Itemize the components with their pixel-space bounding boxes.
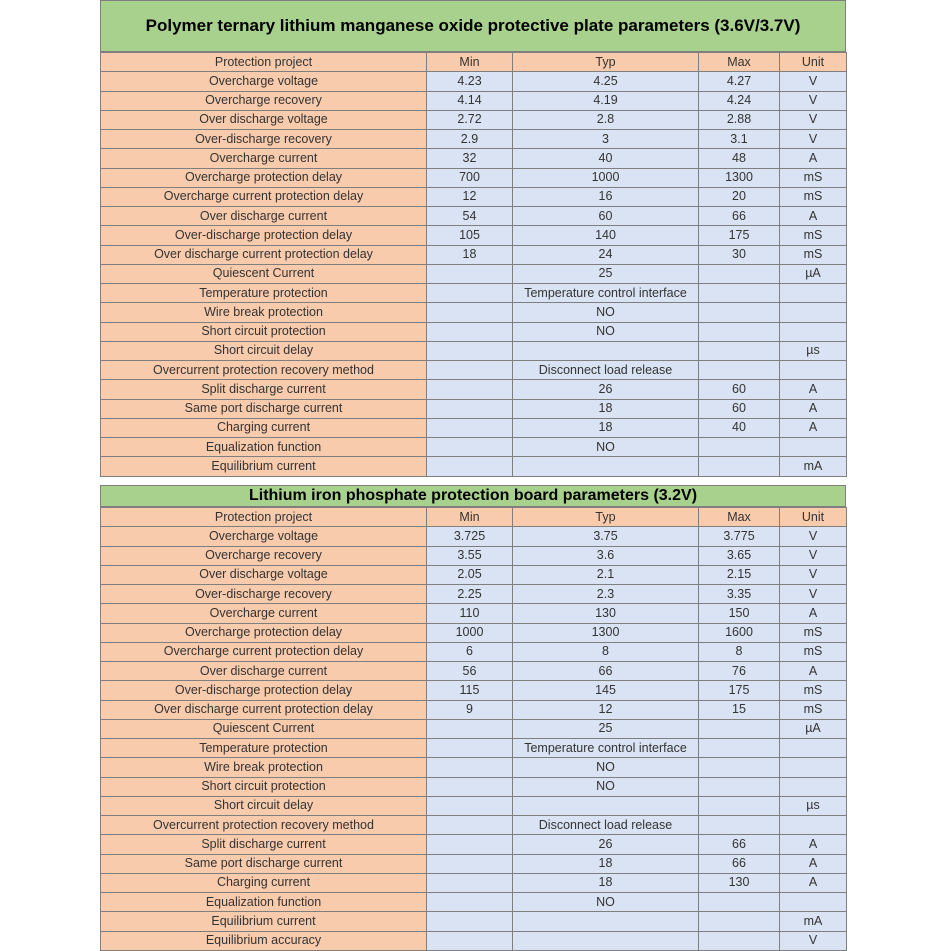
min-cell: 2.05 <box>427 565 513 584</box>
unit-cell <box>780 893 847 912</box>
typ-cell: Temperature control interface <box>513 284 699 303</box>
parameter-name-cell: Overcharge voltage <box>101 527 427 546</box>
min-cell <box>427 931 513 950</box>
column-header-unit: Unit <box>780 53 847 72</box>
max-cell: 175 <box>699 681 780 700</box>
unit-cell <box>780 816 847 835</box>
unit-cell: mS <box>780 187 847 206</box>
parameter-name-cell: Charging current <box>101 418 427 437</box>
max-cell: 66 <box>699 854 780 873</box>
parameter-name-cell: Equilibrium current <box>101 912 427 931</box>
table-row <box>101 777 847 796</box>
min-cell: 56 <box>427 662 513 681</box>
typ-cell: 26 <box>513 380 699 399</box>
unit-cell: mS <box>780 623 847 642</box>
table-row <box>101 758 847 777</box>
min-cell <box>427 816 513 835</box>
max-cell <box>699 264 780 283</box>
max-cell: 175 <box>699 226 780 245</box>
typ-cell: Temperature control interface <box>513 739 699 758</box>
min-cell: 4.23 <box>427 72 513 91</box>
unit-cell: mS <box>780 168 847 187</box>
parameter-name-cell: Overcurrent protection recovery method <box>101 816 427 835</box>
table-row <box>101 322 847 341</box>
column-header-parameter-name: Protection project <box>101 53 427 72</box>
max-cell: 150 <box>699 604 780 623</box>
min-cell <box>427 758 513 777</box>
unit-cell: A <box>780 873 847 892</box>
header-row <box>101 53 847 72</box>
typ-cell: 2.8 <box>513 110 699 129</box>
min-cell <box>427 303 513 322</box>
typ-cell: NO <box>513 438 699 457</box>
parameter-name-cell: Over discharge voltage <box>101 565 427 584</box>
parameter-name-cell: Over discharge current <box>101 662 427 681</box>
unit-cell: mA <box>780 457 847 476</box>
max-cell: 66 <box>699 207 780 226</box>
min-cell <box>427 438 513 457</box>
table-row <box>101 585 847 604</box>
parameter-name-cell: Charging current <box>101 873 427 892</box>
typ-cell: 3 <box>513 130 699 149</box>
max-cell: 15 <box>699 700 780 719</box>
typ-cell: 40 <box>513 149 699 168</box>
parameter-name-cell: Overcharge current protection delay <box>101 187 427 206</box>
max-cell: 1300 <box>699 168 780 187</box>
unit-cell <box>780 322 847 341</box>
typ-cell <box>513 796 699 815</box>
min-cell <box>427 380 513 399</box>
table-row <box>101 835 847 854</box>
min-cell: 105 <box>427 226 513 245</box>
typ-cell: 12 <box>513 700 699 719</box>
typ-cell <box>513 341 699 360</box>
table-row <box>101 341 847 360</box>
parameter-grid <box>100 507 847 951</box>
table-row <box>101 604 847 623</box>
table-row <box>101 623 847 642</box>
max-cell <box>699 322 780 341</box>
unit-cell: mA <box>780 912 847 931</box>
max-cell: 3.35 <box>699 585 780 604</box>
parameter-name-cell: Wire break protection <box>101 303 427 322</box>
parameter-name-cell: Over-discharge recovery <box>101 585 427 604</box>
max-cell: 2.15 <box>699 565 780 584</box>
min-cell: 115 <box>427 681 513 700</box>
min-cell: 18 <box>427 245 513 264</box>
unit-cell: A <box>780 207 847 226</box>
parameter-name-cell: Same port discharge current <box>101 854 427 873</box>
table-row <box>101 816 847 835</box>
parameter-name-cell: Short circuit protection <box>101 777 427 796</box>
unit-cell: µs <box>780 341 847 360</box>
typ-cell: NO <box>513 322 699 341</box>
typ-cell: NO <box>513 303 699 322</box>
max-cell: 60 <box>699 380 780 399</box>
typ-cell: 60 <box>513 207 699 226</box>
typ-cell: 4.25 <box>513 72 699 91</box>
table-row <box>101 207 847 226</box>
typ-cell: NO <box>513 758 699 777</box>
max-cell <box>699 719 780 738</box>
table-row <box>101 361 847 380</box>
unit-cell: mS <box>780 681 847 700</box>
column-header-min: Min <box>427 508 513 527</box>
parameter-name-cell: Over discharge current protection delay <box>101 245 427 264</box>
min-cell <box>427 739 513 758</box>
max-cell: 3.65 <box>699 546 780 565</box>
table-row <box>101 527 847 546</box>
table-row <box>101 303 847 322</box>
min-cell: 32 <box>427 149 513 168</box>
unit-cell: µA <box>780 264 847 283</box>
min-cell <box>427 873 513 892</box>
typ-cell: 66 <box>513 662 699 681</box>
unit-cell: mS <box>780 245 847 264</box>
typ-cell: 8 <box>513 642 699 661</box>
min-cell <box>427 893 513 912</box>
unit-cell: µA <box>780 719 847 738</box>
unit-cell <box>780 361 847 380</box>
min-cell: 12 <box>427 187 513 206</box>
table-row <box>101 681 847 700</box>
unit-cell: A <box>780 662 847 681</box>
max-cell: 4.24 <box>699 91 780 110</box>
column-header-max: Max <box>699 508 780 527</box>
table-row <box>101 399 847 418</box>
parameter-name-cell: Overcharge protection delay <box>101 623 427 642</box>
typ-cell: 18 <box>513 399 699 418</box>
min-cell: 1000 <box>427 623 513 642</box>
min-cell: 4.14 <box>427 91 513 110</box>
unit-cell: V <box>780 585 847 604</box>
table-row <box>101 873 847 892</box>
min-cell <box>427 796 513 815</box>
min-cell <box>427 284 513 303</box>
parameter-name-cell: Short circuit delay <box>101 796 427 815</box>
min-cell: 6 <box>427 642 513 661</box>
typ-cell: 18 <box>513 873 699 892</box>
typ-cell: 2.1 <box>513 565 699 584</box>
table-row <box>101 110 847 129</box>
min-cell <box>427 835 513 854</box>
parameter-name-cell: Over-discharge protection delay <box>101 226 427 245</box>
min-cell: 54 <box>427 207 513 226</box>
unit-cell: V <box>780 931 847 950</box>
min-cell: 3.55 <box>427 546 513 565</box>
typ-cell <box>513 931 699 950</box>
max-cell: 48 <box>699 149 780 168</box>
table-row <box>101 187 847 206</box>
unit-cell: mS <box>780 642 847 661</box>
min-cell <box>427 457 513 476</box>
unit-cell <box>780 777 847 796</box>
table-row <box>101 438 847 457</box>
column-header-unit: Unit <box>780 508 847 527</box>
max-cell: 20 <box>699 187 780 206</box>
parameter-name-cell: Temperature protection <box>101 284 427 303</box>
table-row <box>101 284 847 303</box>
typ-cell: 25 <box>513 719 699 738</box>
unit-cell <box>780 758 847 777</box>
parameter-name-cell: Equalization function <box>101 893 427 912</box>
max-cell: 130 <box>699 873 780 892</box>
table-row <box>101 796 847 815</box>
min-cell: 2.9 <box>427 130 513 149</box>
column-header-parameter-name: Protection project <box>101 508 427 527</box>
typ-cell: 25 <box>513 264 699 283</box>
parameter-name-cell: Over-discharge recovery <box>101 130 427 149</box>
min-cell <box>427 264 513 283</box>
typ-cell: 130 <box>513 604 699 623</box>
min-cell: 110 <box>427 604 513 623</box>
unit-cell: A <box>780 854 847 873</box>
unit-cell <box>780 739 847 758</box>
unit-cell: A <box>780 418 847 437</box>
table-row <box>101 854 847 873</box>
typ-cell: 24 <box>513 245 699 264</box>
typ-cell: 145 <box>513 681 699 700</box>
parameter-name-cell: Equalization function <box>101 438 427 457</box>
unit-cell: V <box>780 110 847 129</box>
min-cell <box>427 854 513 873</box>
max-cell: 66 <box>699 835 780 854</box>
max-cell <box>699 796 780 815</box>
typ-cell: 26 <box>513 835 699 854</box>
table-title: Polymer ternary lithium manganese oxide protective plate parameters (3.6V/3.7V) <box>100 0 846 52</box>
typ-cell: 3.75 <box>513 527 699 546</box>
unit-cell: A <box>780 835 847 854</box>
table-row <box>101 546 847 565</box>
max-cell <box>699 777 780 796</box>
parameter-name-cell: Split discharge current <box>101 835 427 854</box>
parameter-name-cell: Overcharge current <box>101 604 427 623</box>
table-row <box>101 72 847 91</box>
min-cell <box>427 399 513 418</box>
unit-cell: V <box>780 91 847 110</box>
table-row <box>101 149 847 168</box>
table-row <box>101 226 847 245</box>
max-cell <box>699 893 780 912</box>
column-header-typ: Typ <box>513 53 699 72</box>
parameter-name-cell: Over-discharge protection delay <box>101 681 427 700</box>
unit-cell: A <box>780 399 847 418</box>
max-cell: 60 <box>699 399 780 418</box>
typ-cell: 16 <box>513 187 699 206</box>
max-cell: 2.88 <box>699 110 780 129</box>
unit-cell: A <box>780 604 847 623</box>
max-cell: 3.1 <box>699 130 780 149</box>
parameter-name-cell: Overcurrent protection recovery method <box>101 361 427 380</box>
parameter-name-cell: Temperature protection <box>101 739 427 758</box>
max-cell <box>699 816 780 835</box>
parameter-name-cell: Wire break protection <box>101 758 427 777</box>
unit-cell: V <box>780 130 847 149</box>
typ-cell: 1300 <box>513 623 699 642</box>
min-cell <box>427 777 513 796</box>
unit-cell <box>780 438 847 457</box>
max-cell: 76 <box>699 662 780 681</box>
typ-cell: Disconnect load release <box>513 361 699 380</box>
parameter-name-cell: Over discharge current <box>101 207 427 226</box>
parameter-name-cell: Quiescent Current <box>101 264 427 283</box>
table-row <box>101 245 847 264</box>
parameter-name-cell: Overcharge protection delay <box>101 168 427 187</box>
parameter-grid <box>100 52 847 477</box>
parameter-name-cell: Overcharge current protection delay <box>101 642 427 661</box>
table-row <box>101 457 847 476</box>
typ-cell: NO <box>513 777 699 796</box>
max-cell <box>699 912 780 931</box>
table-row <box>101 893 847 912</box>
table-row <box>101 931 847 950</box>
max-cell <box>699 341 780 360</box>
column-header-typ: Typ <box>513 508 699 527</box>
lifepo4-parameter-table <box>100 485 846 951</box>
table-row <box>101 700 847 719</box>
table-row <box>101 168 847 187</box>
typ-cell: Disconnect load release <box>513 816 699 835</box>
min-cell <box>427 912 513 931</box>
table-row <box>101 130 847 149</box>
typ-cell: 18 <box>513 418 699 437</box>
parameter-name-cell: Equilibrium current <box>101 457 427 476</box>
max-cell <box>699 361 780 380</box>
max-cell: 4.27 <box>699 72 780 91</box>
min-cell: 2.25 <box>427 585 513 604</box>
table-row <box>101 662 847 681</box>
parameter-name-cell: Short circuit delay <box>101 341 427 360</box>
typ-cell <box>513 457 699 476</box>
parameter-name-cell: Same port discharge current <box>101 399 427 418</box>
unit-cell: mS <box>780 700 847 719</box>
unit-cell: V <box>780 546 847 565</box>
min-cell <box>427 719 513 738</box>
typ-cell <box>513 912 699 931</box>
unit-cell: mS <box>780 226 847 245</box>
min-cell: 700 <box>427 168 513 187</box>
typ-cell: NO <box>513 893 699 912</box>
parameter-name-cell: Short circuit protection <box>101 322 427 341</box>
unit-cell: A <box>780 380 847 399</box>
min-cell: 2.72 <box>427 110 513 129</box>
min-cell: 9 <box>427 700 513 719</box>
parameter-name-cell: Equilibrium accuracy <box>101 931 427 950</box>
unit-cell: V <box>780 527 847 546</box>
table-row <box>101 642 847 661</box>
parameter-name-cell: Overcharge recovery <box>101 546 427 565</box>
table-row <box>101 565 847 584</box>
max-cell: 1600 <box>699 623 780 642</box>
min-cell: 3.725 <box>427 527 513 546</box>
table-row <box>101 264 847 283</box>
max-cell <box>699 739 780 758</box>
max-cell: 8 <box>699 642 780 661</box>
max-cell: 40 <box>699 418 780 437</box>
parameter-name-cell: Over discharge current protection delay <box>101 700 427 719</box>
typ-cell: 140 <box>513 226 699 245</box>
typ-cell: 18 <box>513 854 699 873</box>
parameter-name-cell: Overcharge voltage <box>101 72 427 91</box>
parameter-name-cell: Quiescent Current <box>101 719 427 738</box>
table-row <box>101 418 847 437</box>
unit-cell <box>780 303 847 322</box>
typ-cell: 3.6 <box>513 546 699 565</box>
min-cell <box>427 418 513 437</box>
parameter-name-cell: Overcharge recovery <box>101 91 427 110</box>
unit-cell: A <box>780 149 847 168</box>
max-cell: 30 <box>699 245 780 264</box>
max-cell <box>699 284 780 303</box>
table-row <box>101 91 847 110</box>
parameter-name-cell: Over discharge voltage <box>101 110 427 129</box>
table-row <box>101 380 847 399</box>
max-cell <box>699 438 780 457</box>
table-row <box>101 719 847 738</box>
max-cell <box>699 758 780 777</box>
max-cell <box>699 931 780 950</box>
table-row <box>101 912 847 931</box>
unit-cell: V <box>780 72 847 91</box>
unit-cell: V <box>780 565 847 584</box>
table-row <box>101 739 847 758</box>
header-row <box>101 508 847 527</box>
min-cell <box>427 322 513 341</box>
min-cell <box>427 341 513 360</box>
parameter-name-cell: Split discharge current <box>101 380 427 399</box>
table-title: Lithium iron phosphate protection board parameters (3.2V) <box>100 485 846 507</box>
max-cell <box>699 303 780 322</box>
typ-cell: 2.3 <box>513 585 699 604</box>
min-cell <box>427 361 513 380</box>
unit-cell: µs <box>780 796 847 815</box>
typ-cell: 4.19 <box>513 91 699 110</box>
column-header-max: Max <box>699 53 780 72</box>
parameter-name-cell: Overcharge current <box>101 149 427 168</box>
max-cell: 3.775 <box>699 527 780 546</box>
typ-cell: 1000 <box>513 168 699 187</box>
ternary-lithium-parameter-table <box>100 0 846 477</box>
column-header-min: Min <box>427 53 513 72</box>
unit-cell <box>780 284 847 303</box>
max-cell <box>699 457 780 476</box>
